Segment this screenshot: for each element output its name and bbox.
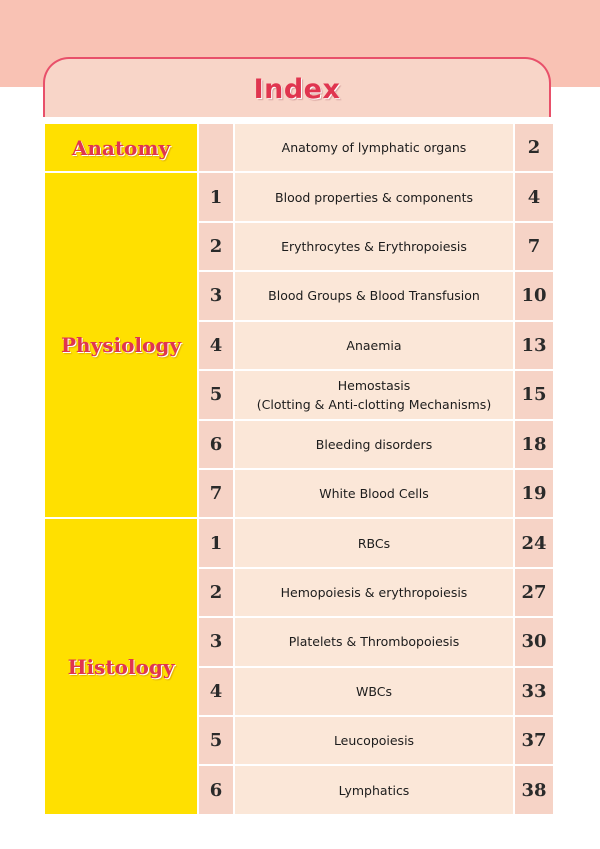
chapter-number: 2: [198, 568, 234, 617]
section-cell: [44, 172, 198, 518]
topic-title: [234, 370, 514, 419]
topic-line: (Clotting & Anti-clotting Mechanisms): [256, 396, 492, 412]
topic-title: [234, 518, 514, 567]
topic-title: [234, 271, 514, 320]
page-number: 10: [514, 271, 554, 320]
topic-line: Hemopoiesis & erythropoiesis: [280, 585, 468, 600]
page-number: 18: [514, 420, 554, 469]
page-number: 27: [514, 568, 554, 617]
title-tab: [43, 57, 551, 117]
topic-line: Anaemia: [346, 337, 402, 353]
chapter-number: 6: [198, 420, 234, 469]
page-number: 4: [514, 172, 554, 221]
table-row: [44, 172, 554, 221]
topic-title: [234, 172, 514, 221]
topic-title: [234, 420, 514, 469]
chapter-number: 2: [198, 222, 234, 271]
chapter-number: 6: [198, 765, 234, 814]
page-number: 19: [514, 469, 554, 518]
topic-line: Hemostasis: [337, 377, 411, 393]
topic-title: [234, 568, 514, 617]
table-row: [44, 123, 554, 172]
chapter-number: 3: [198, 271, 234, 320]
chapter-number: [198, 123, 234, 172]
topic-title: [234, 765, 514, 814]
topic-line: WBCs: [356, 683, 392, 699]
topic-line: Leucopoiesis: [333, 733, 415, 749]
index-table: [43, 122, 555, 816]
page-number: 15: [514, 370, 554, 419]
topic-line: Platelets & Thrombopoiesis: [288, 634, 460, 650]
table-row: [44, 518, 554, 567]
topic-line: Lymphatics: [338, 782, 410, 798]
topic-line: Blood properties & components: [275, 189, 473, 205]
chapter-number: 5: [198, 716, 234, 765]
section-label: Anatomy: [71, 135, 171, 160]
index-body: [44, 123, 554, 815]
topic-title: [234, 667, 514, 716]
page-number: 37: [514, 716, 554, 765]
page-number: 7: [514, 222, 554, 271]
chapter-number: 7: [198, 469, 234, 518]
topic-title: [234, 321, 514, 370]
page-number: 13: [514, 321, 554, 370]
page-number: 2: [514, 123, 554, 172]
topic-title: [234, 716, 514, 765]
topic-title: [234, 222, 514, 271]
topic-title: [234, 469, 514, 518]
page-number: 24: [514, 518, 554, 567]
section-cell: [44, 123, 198, 172]
chapter-number: 3: [198, 617, 234, 666]
topic-title: [234, 123, 514, 172]
topic-line: Erythrocytes & Erythropoiesis: [281, 239, 467, 255]
chapter-number: 1: [198, 518, 234, 567]
page-number: 33: [514, 667, 554, 716]
section-cell: [44, 518, 198, 815]
topic-line: Blood Groups & Blood Transfusion: [268, 288, 480, 304]
page-number: 38: [514, 765, 554, 814]
topic-line: White Blood Cells: [319, 486, 429, 502]
topic-line: Anatomy of lymphatic organs: [281, 140, 467, 156]
page-number: 30: [514, 617, 554, 666]
section-label: Histology: [67, 654, 175, 679]
chapter-number: 5: [198, 370, 234, 419]
chapter-number: 4: [198, 667, 234, 716]
topic-line: RBCs: [357, 535, 391, 551]
topic-title: [234, 617, 514, 666]
topic-line: Bleeding disorders: [315, 436, 433, 452]
page-title: Index: [253, 73, 341, 105]
section-label: Physiology: [61, 333, 181, 358]
chapter-number: 4: [198, 321, 234, 370]
chapter-number: 1: [198, 172, 234, 221]
